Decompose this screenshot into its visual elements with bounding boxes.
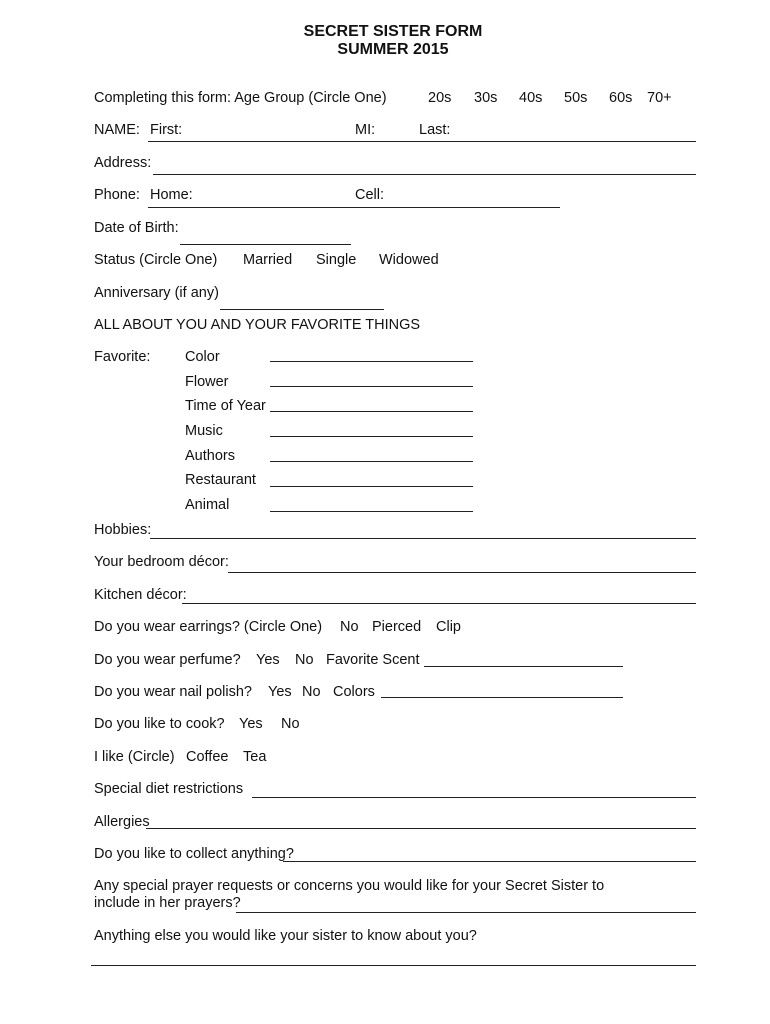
diet-label: Special diet restrictions: [94, 781, 244, 797]
favorite-music-line[interactable]: [270, 436, 473, 437]
phone-label: Phone:: [94, 187, 140, 203]
status-option-widowed[interactable]: Widowed: [379, 252, 439, 268]
dob-label: Date of Birth:: [94, 220, 179, 236]
page-title: SECRET SISTER FORM: [303, 23, 483, 40]
earrings-option-pierced[interactable]: Pierced: [372, 619, 422, 635]
favorite-item-time-of-year: Time of Year: [185, 398, 266, 414]
favorite-item-music: Music: [185, 423, 223, 439]
status-option-married[interactable]: Married: [243, 252, 293, 268]
anniversary-field-line[interactable]: [220, 309, 384, 310]
prayer-question-line1: Any special prayer requests or concerns you would like for your Secret Sister to: [94, 878, 605, 894]
kitchen-decor-label: Kitchen décor:: [94, 587, 187, 603]
anniversary-label: Anniversary (if any): [94, 285, 219, 301]
cook-question: Do you like to cook?: [94, 716, 225, 732]
allergies-label: Allergies: [94, 814, 150, 830]
about-heading: ALL ABOUT YOU AND YOUR FAVORITE THINGS: [94, 317, 421, 333]
drink-option-coffee[interactable]: Coffee: [186, 749, 229, 765]
perfume-question: Do you wear perfume?: [94, 652, 241, 668]
favorite-label: Favorite:: [94, 349, 151, 365]
allergies-field-line[interactable]: [146, 828, 696, 829]
anything-else-question: Anything else you would like your sister to know about you?: [94, 928, 477, 944]
earrings-option-no[interactable]: No: [340, 619, 359, 635]
age-option-50s[interactable]: 50s: [564, 90, 588, 106]
drink-question: I like (Circle): [94, 749, 175, 765]
dob-field-line[interactable]: [180, 244, 351, 245]
age-group-label: Completing this form: Age Group (Circle One): [94, 90, 387, 106]
first-name-label: First:: [150, 122, 183, 138]
address-label: Address:: [94, 155, 152, 171]
hobbies-field-line[interactable]: [150, 538, 696, 539]
bedroom-decor-label: Your bedroom décor:: [94, 554, 229, 570]
phone-home-label: Home:: [150, 187, 193, 203]
favorite-item-authors: Authors: [185, 448, 235, 464]
status-label: Status (Circle One): [94, 252, 218, 268]
age-option-20s[interactable]: 20s: [428, 90, 452, 106]
perfume-option-yes[interactable]: Yes: [256, 652, 280, 668]
favorite-item-animal: Animal: [185, 497, 230, 513]
nail-polish-option-yes[interactable]: Yes: [268, 684, 292, 700]
prayer-question-line2: include in her prayers?: [94, 895, 241, 911]
favorite-item-flower: Flower: [185, 374, 229, 390]
age-option-30s[interactable]: 30s: [474, 90, 498, 106]
earrings-option-clip[interactable]: Clip: [436, 619, 461, 635]
favorite-scent-label: Favorite Scent: [326, 652, 420, 668]
favorite-item-color: Color: [185, 349, 220, 365]
perfume-option-no[interactable]: No: [295, 652, 314, 668]
age-option-60s[interactable]: 60s: [609, 90, 633, 106]
age-option-70plus[interactable]: 70+: [647, 90, 672, 106]
nail-polish-option-no[interactable]: No: [302, 684, 321, 700]
status-option-single[interactable]: Single: [316, 252, 357, 268]
drink-option-tea[interactable]: Tea: [243, 749, 267, 765]
favorite-color-line[interactable]: [270, 361, 473, 362]
favorite-item-restaurant: Restaurant: [185, 472, 256, 488]
collect-question: Do you like to collect anything?: [94, 846, 294, 862]
cook-option-yes[interactable]: Yes: [239, 716, 263, 732]
mi-label: MI:: [355, 122, 376, 138]
favorite-flower-line[interactable]: [270, 386, 473, 387]
favorite-animal-line[interactable]: [270, 511, 473, 512]
page-subtitle: SUMMER 2015: [337, 41, 449, 58]
diet-field-line[interactable]: [252, 797, 696, 798]
bedroom-decor-field-line[interactable]: [228, 572, 696, 573]
phone-cell-label: Cell:: [355, 187, 385, 203]
kitchen-decor-field-line[interactable]: [182, 603, 696, 604]
phone-field-line[interactable]: [148, 207, 560, 208]
earrings-question: Do you wear earrings? (Circle One): [94, 619, 323, 635]
name-label: NAME:: [94, 122, 140, 138]
nail-colors-label: Colors: [333, 684, 375, 700]
name-field-line[interactable]: [148, 141, 696, 142]
favorite-time-of-year-line[interactable]: [270, 411, 473, 412]
nail-polish-question: Do you wear nail polish?: [94, 684, 252, 700]
favorite-scent-field-line[interactable]: [424, 666, 623, 667]
hobbies-label: Hobbies:: [94, 522, 152, 538]
collect-field-line[interactable]: [283, 861, 696, 862]
nail-colors-field-line[interactable]: [381, 697, 623, 698]
cook-option-no[interactable]: No: [281, 716, 300, 732]
last-name-label: Last:: [419, 122, 451, 138]
address-field-line[interactable]: [153, 174, 696, 175]
anything-else-field-line[interactable]: [91, 965, 696, 966]
favorite-restaurant-line[interactable]: [270, 486, 473, 487]
favorite-authors-line[interactable]: [270, 461, 473, 462]
age-option-40s[interactable]: 40s: [519, 90, 543, 106]
prayer-field-line[interactable]: [236, 912, 696, 913]
